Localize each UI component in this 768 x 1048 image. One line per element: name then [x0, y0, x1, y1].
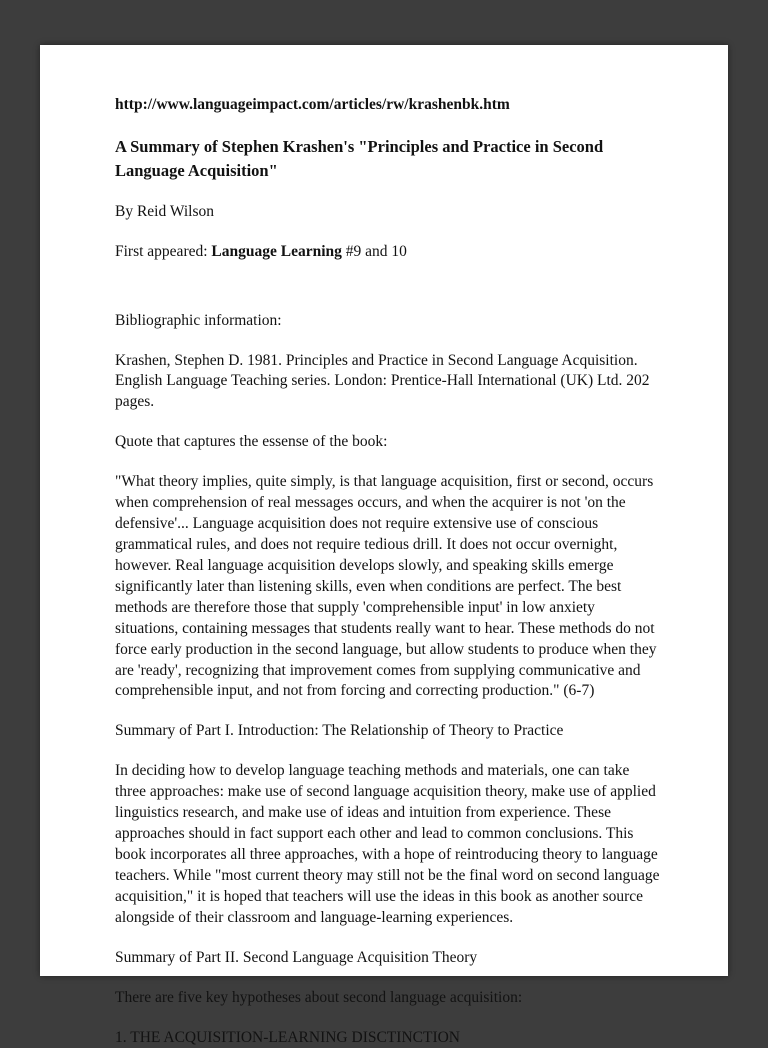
bibliographic-label: Bibliographic information:: [115, 311, 662, 332]
document-title: A Summary of Stephen Krashen's "Principles and Practice in Second Language Acquisition": [115, 135, 662, 183]
quote-label: Quote that captures the essense of the book:: [115, 432, 662, 453]
bibliographic-text: Krashen, Stephen D. 1981. Principles and Practice in Second Language Acquisition. English Language Teaching series. London: Prentice-Hall International (UK) Ltd. 202 pages.: [115, 351, 662, 414]
document-page: [40, 45, 728, 976]
document-source-url: http://www.languageimpact.com/articles/rw/krashenbk.htm: [115, 95, 662, 116]
part1-heading: Summary of Part I. Introduction: The Relationship of Theory to Practice: [115, 721, 662, 742]
part2-intro: There are five key hypotheses about second language acquisition:: [115, 988, 662, 1009]
quote-text: "What theory implies, quite simply, is that language acquisition, first or second, occurs when comprehension of real messages occurs, and when the acquirer is not 'on the defensive'... Language acquisition does not require extensive use of conscious grammatical rules, and does not require tedious drill. It does not occur overnight, however. Real language acquisition develops slowly, and speaking skills emerge significantly later than listening skills, even when conditions are perfect. The best methods are therefore those that supply 'comprehensible input' in low anxiety situations, containing messages that students really want to hear. These methods do not force early production in the second language, but allow students to produce when they are 'ready', recognizing that improvement comes from supplying communicative and comprehensible input, and not from forcing and correcting production." (6-7): [115, 472, 662, 702]
first-appeared-journal: Language Learning: [211, 243, 341, 260]
part2-heading: Summary of Part II. Second Language Acquisition Theory: [115, 948, 662, 969]
first-appeared-prefix: First appeared:: [115, 243, 211, 260]
document-content: [40, 45, 728, 1048]
document-first-appeared: [115, 242, 662, 263]
document-author: By Reid Wilson: [115, 202, 662, 223]
hypothesis1-heading: 1. THE ACQUISITION-LEARNING DISCTINCTION: [115, 1028, 662, 1048]
part1-text: In deciding how to develop language teaching methods and materials, one can take three approaches: make use of second language acquisition theory, make use of applied linguistics research, and make use of ideas and intuition from experience. These approaches should in fact support each other and lead to common conclusions. This book incorporates all three approaches, with a hope of reintroducing theory to language teachers. While "most current theory may still not be the final word on second language acquisition," it is hoped that teachers will use the ideas in this book as another source alongside of their classroom and language-learning experiences.: [115, 761, 662, 928]
first-appeared-suffix: #9 and 10: [342, 243, 407, 260]
